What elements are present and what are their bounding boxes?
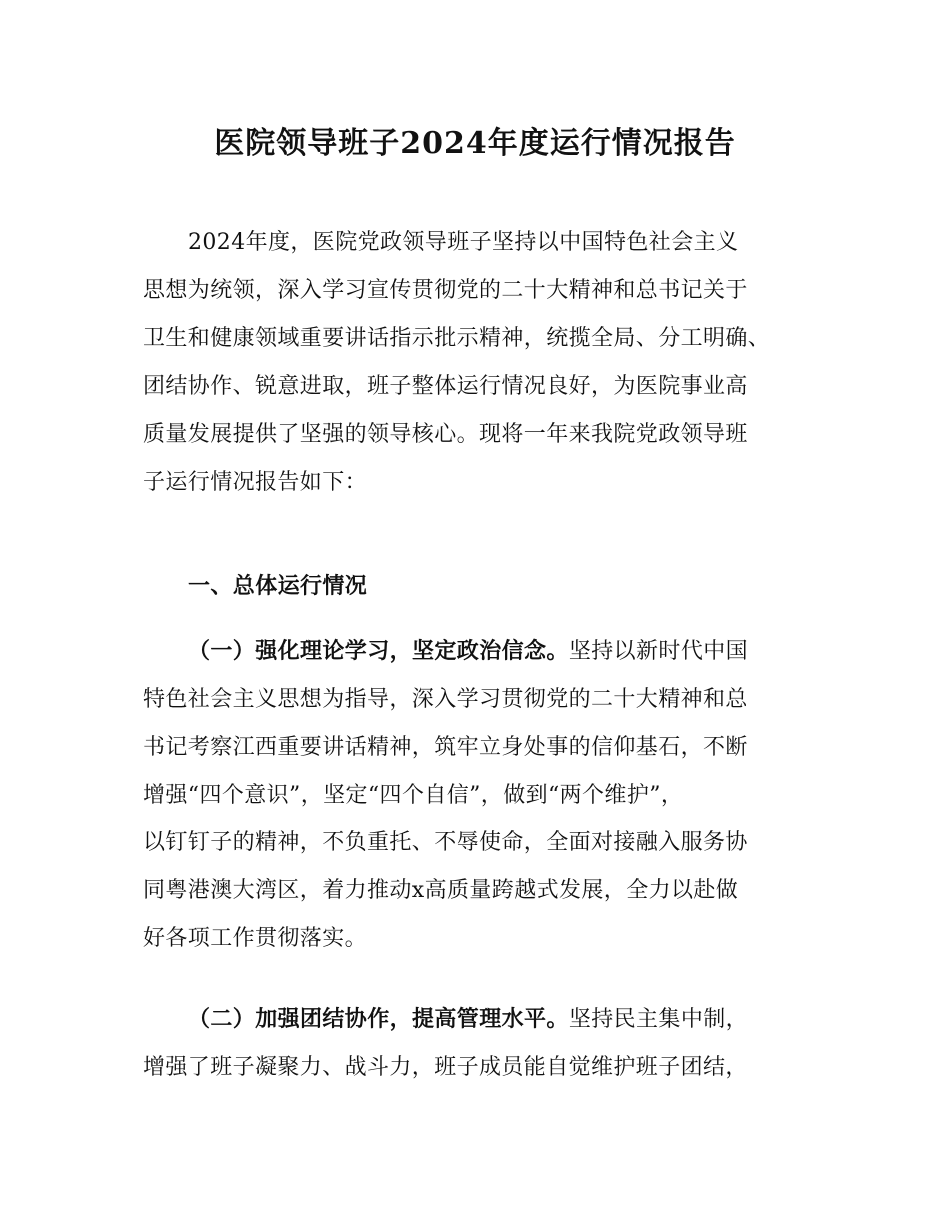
intro-line: 卫生和健康领域重要讲话指示批示精神，统揽全局、分工明确、 <box>143 326 771 351</box>
paragraph-line: 增强“四个意识”，坚定“四个自信”，做到“两个维护”， <box>143 783 684 808</box>
section-heading: 一、总体运行情况 <box>188 574 368 599</box>
paragraph-lead: （一）强化理论学习，坚定政治信念。 <box>188 639 569 664</box>
paragraph-line: 增强了班子凝聚力、战斗力，班子成员能自觉维护班子团结， <box>143 1055 748 1080</box>
intro-line: 团结协作、锐意进取，班子整体运行情况良好，为医院事业高 <box>143 374 748 399</box>
intro-line: 2024年度，医院党政领导班子坚持以中国特色社会主义 <box>188 230 739 255</box>
paragraph-first-line <box>188 637 748 667</box>
paragraph-text: 坚持以新时代中国 <box>568 639 749 664</box>
paragraph-line: 同粤港澳大湾区，着力推动x高质量跨越式发展，全力以赴做 <box>143 878 739 903</box>
document-title: 医院领导班子2024年度运行情况报告 <box>214 126 736 161</box>
paragraph-line: 书记考察江西重要讲话精神，筑牢立身处事的信仰基石，不断 <box>143 735 748 760</box>
intro-line: 子运行情况报告如下： <box>143 470 368 495</box>
intro-line: 质量发展提供了坚强的领导核心。现将一年来我院党政领导班 <box>143 422 748 447</box>
paragraph-text: 坚持民主集中制， <box>568 1007 749 1032</box>
intro-line: 思想为统领，深入学习宣传贯彻党的二十大精神和总书记关于 <box>143 278 748 303</box>
paragraph-line: 好各项工作贯彻落实。 <box>143 926 368 951</box>
paragraph-lead: （二）加强团结协作，提高管理水平。 <box>188 1007 569 1032</box>
paragraph-line: 以钉钉子的精神，不负重托、不辱使命，全面对接融入服务协 <box>143 830 748 855</box>
paragraph-line: 特色社会主义思想为指导，深入学习贯彻党的二十大精神和总 <box>143 687 748 712</box>
paragraph-first-line <box>188 1005 748 1035</box>
